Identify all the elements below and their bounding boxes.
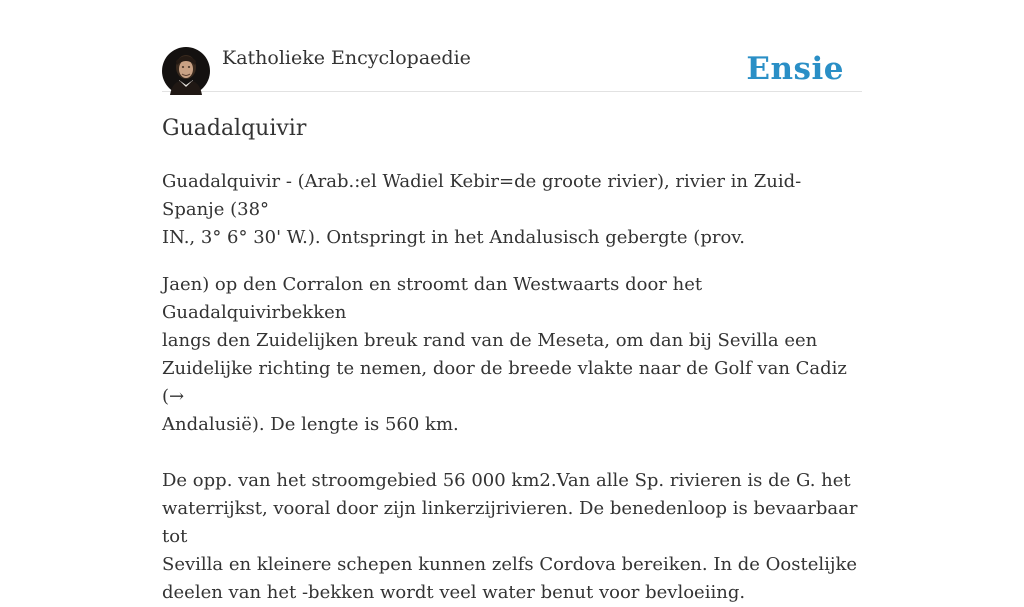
- site-name[interactable]: Katholieke Encyclopaedie: [222, 47, 471, 69]
- article-body: [162, 168, 862, 607]
- brand-logo[interactable]: Ensie: [746, 51, 844, 87]
- portrait-avatar[interactable]: [162, 47, 210, 95]
- site-header: [162, 45, 862, 92]
- portrait-icon: [162, 47, 210, 95]
- article-paragraph: Jaen) op den Corralon en stroomt dan Westwaarts door het Guadalquivirbekken langs den Zuidelijken breuk rand van de Meseta, om dan bij Sevilla een Zuidelijke richting te nemen, door de breede vlakte naar de Golf van Cadiz (→ Andalusië). De lengte is 560 km. De opp. van het stroomgebied 56 000 km2.Van alle Sp. rivieren is de G. het waterrijkst, vooral door zijn linkerzijrivieren. De benedenloop is bevaarbaar tot Sevilla en kleinere schepen kunnen zelfs Cordova bereiken. In de Oostelijke deelen van het -bekken wordt veel water benut voor bevloeiing.: [162, 274, 858, 603]
- article-paragraph: Guadalquivir - (Arab.:el Wadiel Kebir=de groote rivier), rivier in Zuid-Spanje (38° IN., 3° 6° 30' W.). Ontspringt in het Andalusisch gebergte (prov.: [162, 171, 802, 248]
- page-title: Guadalquivir: [162, 116, 307, 141]
